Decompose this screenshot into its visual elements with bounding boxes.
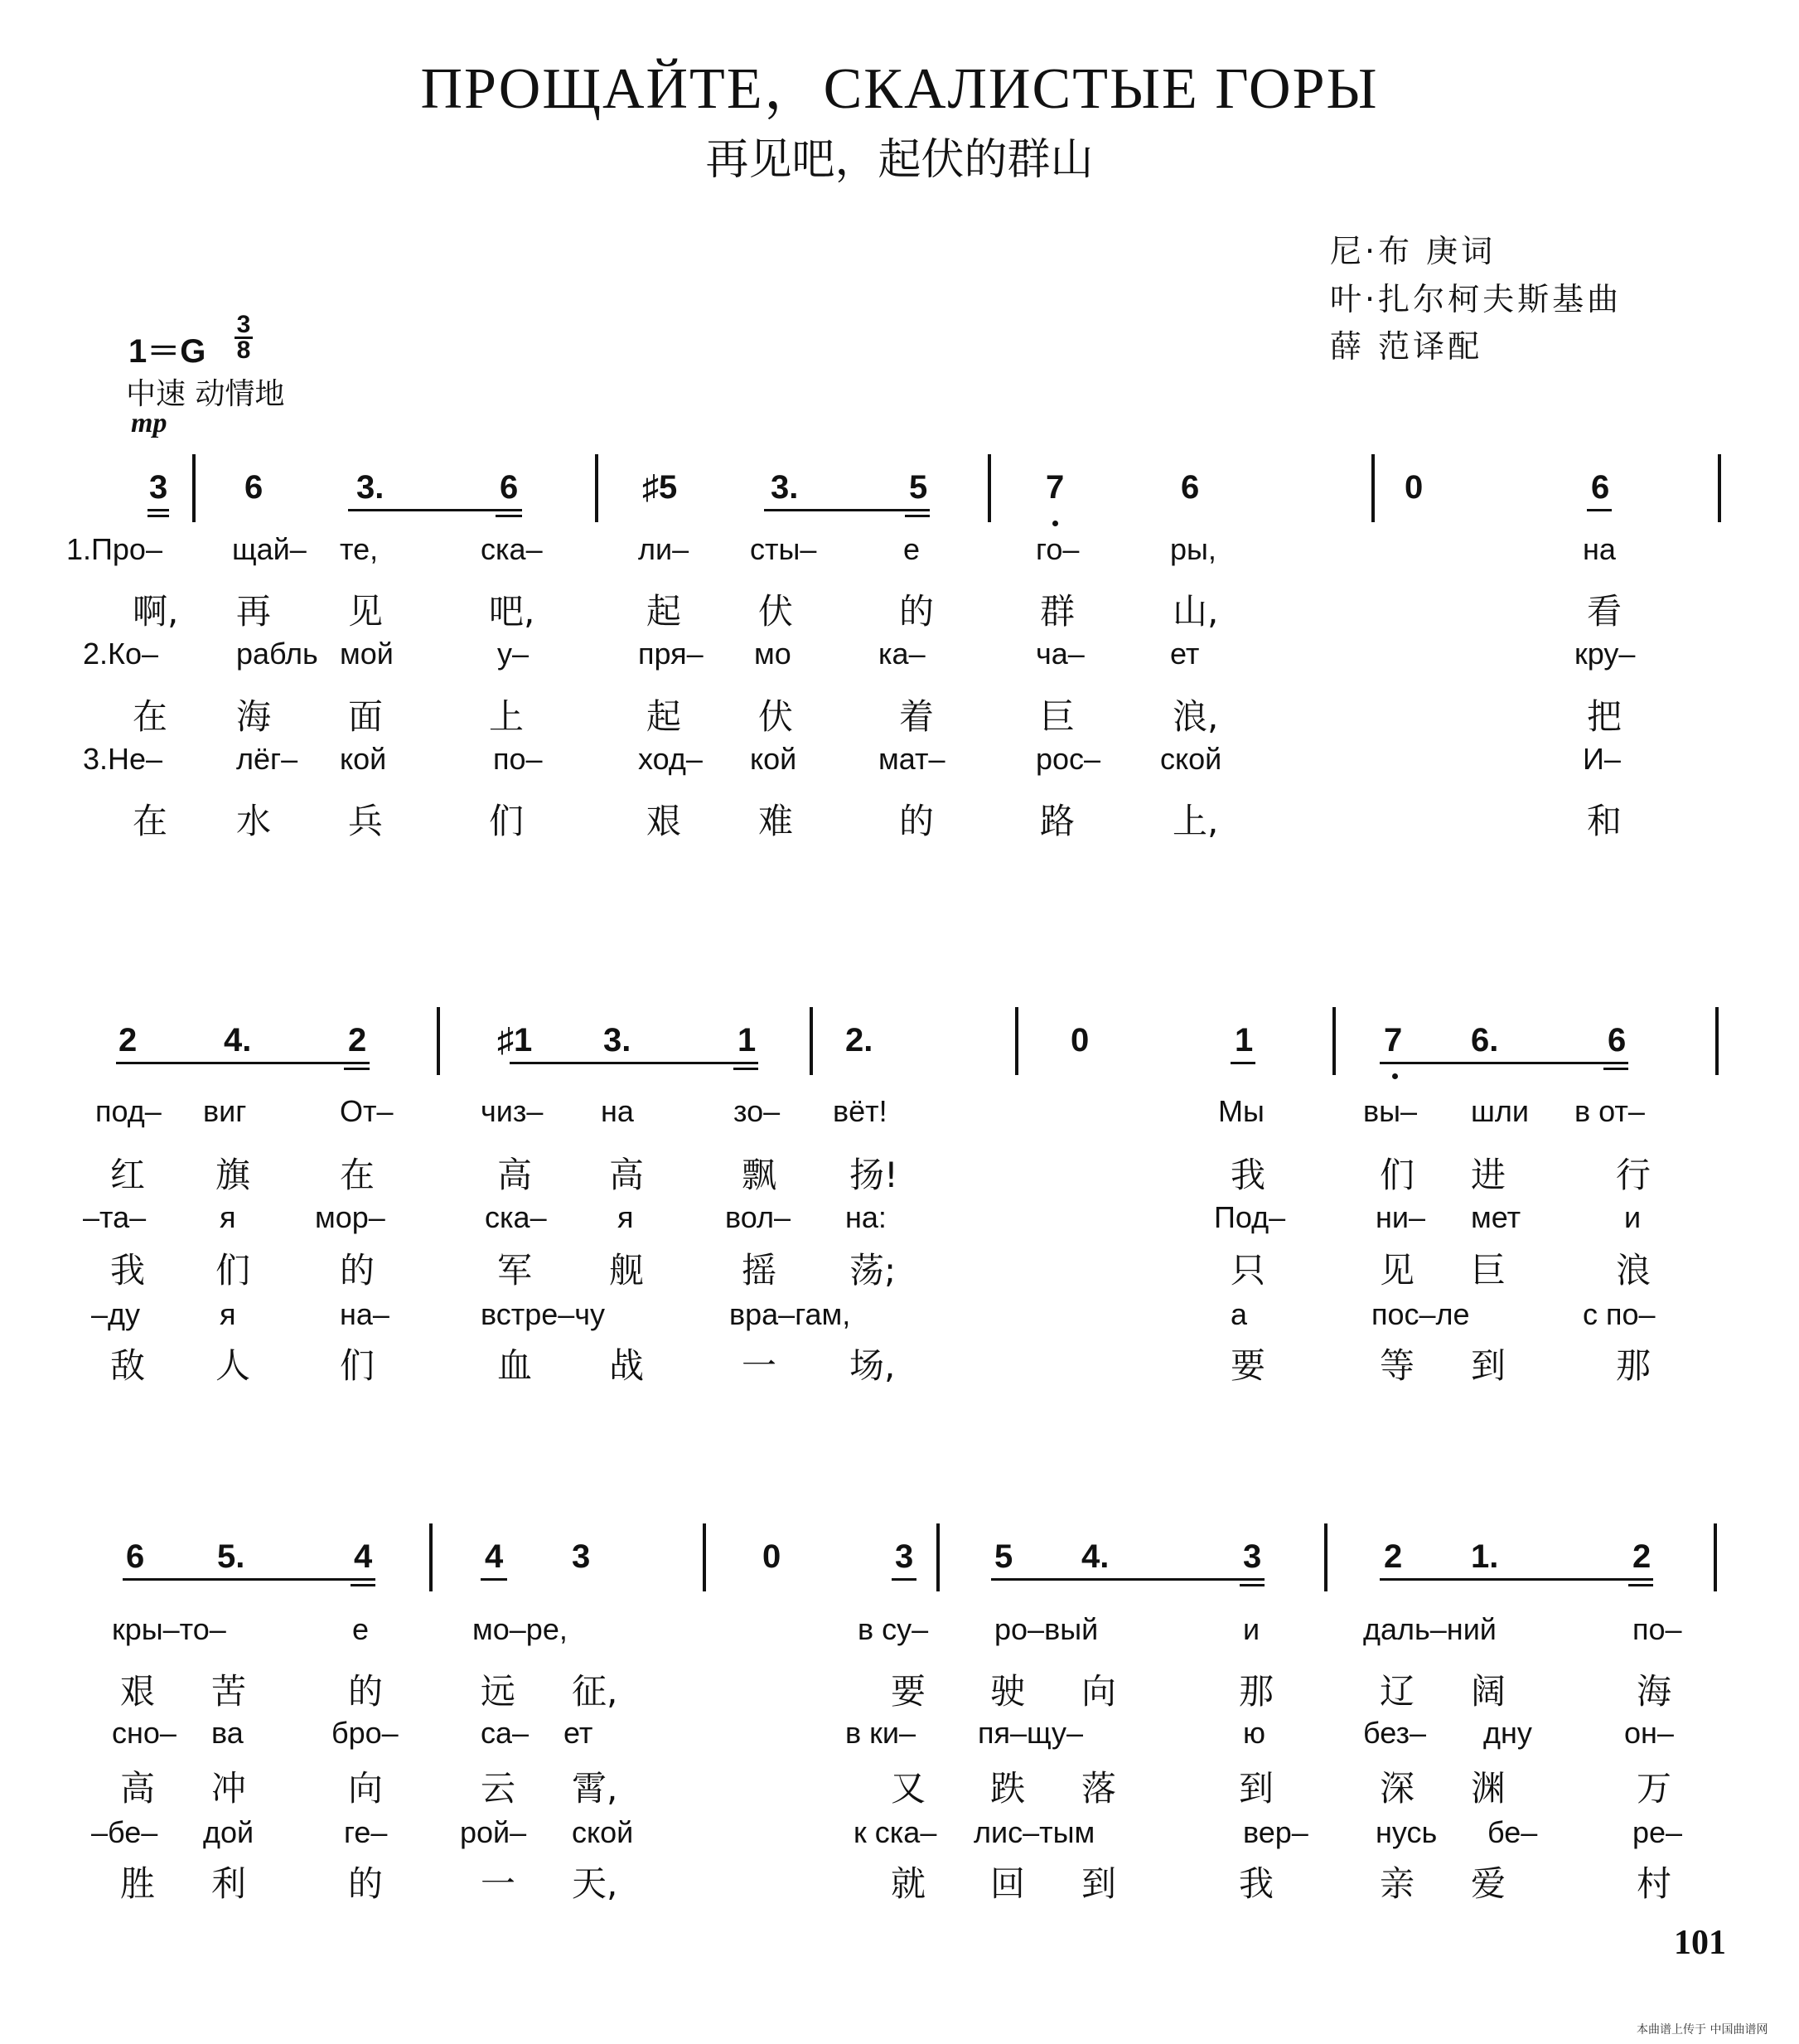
beam	[123, 1578, 375, 1581]
lyric: встре–чу	[481, 1297, 606, 1331]
song-subtitle: 再见吧，起伏的群山	[705, 135, 1094, 185]
note: 6	[1591, 469, 1610, 506]
lyric: рабль	[236, 637, 318, 671]
beam	[1628, 1584, 1653, 1586]
lyric: 红	[110, 1155, 146, 1195]
lyric-line-verse1-zh	[0, 584, 1799, 632]
note: 6	[244, 469, 264, 506]
lyric: 在	[133, 696, 168, 737]
lyric: 我	[1239, 1863, 1274, 1904]
lyric: 伏	[758, 591, 794, 632]
barline	[429, 1523, 433, 1591]
lyric: 的	[340, 1250, 375, 1291]
lyric: е	[352, 1612, 370, 1646]
lyric: 见	[1380, 1250, 1415, 1291]
lyric: ча–	[1036, 637, 1085, 671]
lyric: ской	[572, 1815, 634, 1849]
lyric: 征,	[572, 1671, 618, 1712]
lyric-line-verse2-zh	[0, 690, 1799, 737]
lyric: 高	[497, 1155, 533, 1195]
lyric-line-verse3-ru	[0, 1815, 1799, 1857]
lyric: ва	[211, 1716, 244, 1750]
lyric: нусь	[1376, 1815, 1438, 1849]
lyric: 到	[1471, 1345, 1506, 1386]
lyric: 人	[215, 1345, 251, 1386]
lyric: 高	[609, 1155, 645, 1195]
beam	[1231, 1062, 1255, 1064]
lyric: дой	[203, 1815, 254, 1849]
lyric: на:	[845, 1200, 887, 1234]
lyric: 我	[110, 1250, 146, 1291]
lyric: ге–	[344, 1815, 388, 1849]
lyric: Под–	[1214, 1200, 1286, 1234]
lyric: по–	[1632, 1612, 1682, 1646]
lyric: 的	[348, 1863, 384, 1904]
lyric: вер–	[1243, 1815, 1308, 1849]
note: 4	[485, 1538, 504, 1575]
note: 0	[1405, 469, 1424, 506]
note: 4.	[224, 1022, 252, 1058]
lyric: 们	[489, 801, 525, 841]
lyric: ет	[1170, 637, 1200, 671]
lyric: вра–гам,	[729, 1297, 851, 1331]
lyric: 起	[646, 591, 682, 632]
lower-octave-dot	[1052, 521, 1058, 526]
lyric: 向	[348, 1768, 384, 1809]
lyric: 落	[1081, 1768, 1117, 1809]
lyric: 路	[1040, 801, 1076, 841]
note: 3	[149, 469, 168, 506]
lyric: 艰	[646, 801, 682, 841]
lyric: 阔	[1471, 1671, 1506, 1712]
lyric: 渊	[1471, 1768, 1506, 1809]
lyric: на	[1583, 532, 1616, 566]
beam	[1240, 1584, 1265, 1586]
lyric: го–	[1036, 532, 1080, 566]
lyric: 山,	[1173, 591, 1219, 632]
lyric: в су–	[858, 1612, 929, 1646]
barline	[1332, 1007, 1336, 1075]
lyric: мо–ре,	[472, 1612, 568, 1646]
lyric: 见	[348, 591, 384, 632]
lyric: 进	[1471, 1155, 1506, 1195]
beam	[905, 515, 930, 517]
lyric: ры,	[1170, 532, 1216, 566]
lyric-line-verse1-zh	[0, 1664, 1799, 1712]
note: 4	[354, 1538, 373, 1575]
lyric: 天,	[572, 1863, 618, 1904]
lyric: 巨	[1040, 696, 1076, 737]
beam	[1380, 1578, 1653, 1581]
barline	[936, 1523, 940, 1591]
lyric-line-verse2-ru	[0, 1716, 1799, 1757]
credit-translator: 薛 范译配	[1330, 328, 1483, 365]
lyric: 到	[1081, 1863, 1117, 1904]
lyric: 的	[899, 801, 935, 841]
lyric: 跌	[990, 1768, 1026, 1809]
lyric: 回	[990, 1863, 1026, 1904]
lyric: са–	[481, 1716, 530, 1750]
lyric: 荡;	[849, 1250, 897, 1291]
lyric: 舰	[609, 1250, 645, 1291]
lyric: чиз–	[481, 1094, 544, 1128]
lyric: ре–	[1632, 1815, 1683, 1849]
lyric: у–	[497, 637, 530, 671]
beam	[116, 1062, 370, 1064]
lower-octave-dot	[1392, 1073, 1398, 1079]
lyric: 要	[1231, 1345, 1266, 1386]
lyric-line-verse3-zh	[0, 794, 1799, 841]
lyric: я	[220, 1297, 236, 1331]
lyric: 就	[891, 1863, 926, 1904]
lyric: 霄,	[572, 1768, 618, 1809]
lyric: 吧,	[489, 591, 535, 632]
lyric: 巨	[1471, 1250, 1506, 1291]
barline	[1371, 454, 1375, 522]
note: ♯5	[642, 469, 678, 506]
beam	[510, 1062, 758, 1064]
lyric: пя–щу–	[978, 1716, 1084, 1750]
lyric: 在	[340, 1155, 375, 1195]
lyric: в ки–	[845, 1716, 916, 1750]
lyric: 驶	[990, 1671, 1026, 1712]
lyric: 摇	[742, 1250, 777, 1291]
note: 6	[1181, 469, 1200, 506]
beam	[733, 1068, 758, 1070]
beam	[764, 509, 930, 511]
lyric: ска–	[485, 1200, 547, 1234]
barline	[192, 454, 196, 522]
lyric-line-verse2-zh	[0, 1243, 1799, 1291]
note: 3.	[356, 469, 384, 506]
lyric: 们	[340, 1345, 375, 1386]
lyric: 行	[1616, 1155, 1652, 1195]
beam	[147, 515, 169, 517]
lyric-line-verse1-ru	[0, 532, 1799, 574]
lyric: на	[601, 1094, 634, 1128]
page-number: 101	[1674, 1924, 1726, 1962]
lyric: рой–	[460, 1815, 527, 1849]
lyric: 啊,	[133, 591, 179, 632]
lyric: 起	[646, 696, 682, 737]
lyric: 的	[348, 1671, 384, 1712]
note: 0	[762, 1538, 781, 1575]
lyric: 面	[348, 696, 384, 737]
note: 2	[1384, 1538, 1403, 1575]
lyric: он–	[1624, 1716, 1674, 1750]
lyric: 扬!	[849, 1155, 898, 1195]
lyric: я	[220, 1200, 236, 1234]
lyric: –та–	[83, 1200, 147, 1234]
lyric: 们	[215, 1250, 251, 1291]
lyric: 一	[742, 1345, 777, 1386]
lyric: на–	[340, 1297, 389, 1331]
lyric-line-verse2-zh	[0, 1761, 1799, 1809]
barline	[810, 1007, 813, 1075]
tempo-marking: 中速 动情地	[126, 377, 285, 411]
note: 2.	[845, 1022, 873, 1058]
lyric: 难	[758, 801, 794, 841]
lyric: сты–	[750, 532, 817, 566]
note: 6	[500, 469, 519, 506]
beam	[892, 1578, 916, 1581]
note: 1.	[1471, 1538, 1499, 1575]
note: ♯1	[497, 1022, 533, 1058]
lyric: пос–ле	[1371, 1297, 1470, 1331]
barline	[1324, 1523, 1327, 1591]
lyric: мор–	[315, 1200, 385, 1234]
barline	[595, 454, 598, 522]
lyric: рос–	[1036, 742, 1101, 776]
lyric: 1.Про–	[66, 532, 162, 566]
lyric: 辽	[1380, 1671, 1415, 1712]
time-signature-bottom: 8	[236, 337, 251, 364]
note: 6.	[1471, 1022, 1499, 1058]
lyric: 浪,	[1173, 696, 1219, 737]
lyric: 村	[1637, 1863, 1672, 1904]
lyric: вы–	[1363, 1094, 1418, 1128]
lyric: 等	[1380, 1345, 1415, 1386]
lyric: мет	[1471, 1200, 1521, 1234]
beam	[481, 1578, 507, 1581]
note: 2	[118, 1022, 138, 1058]
lyric: 上	[489, 696, 525, 737]
lyric: мо	[754, 637, 791, 671]
lyric: мой	[340, 637, 394, 671]
lyric: 兵	[348, 801, 384, 841]
note: 2	[348, 1022, 367, 1058]
barline	[1715, 1007, 1719, 1075]
lyric: 高	[120, 1768, 156, 1809]
lyric: 苦	[211, 1671, 247, 1712]
upload-footer: 本曲谱上传于 中国曲谱网	[1637, 2023, 1768, 2037]
lyric: 浪	[1616, 1250, 1652, 1291]
lyric: От–	[340, 1094, 394, 1128]
lyric: зо–	[733, 1094, 781, 1128]
lyric: 远	[481, 1671, 516, 1712]
lyric: 群	[1040, 591, 1076, 632]
lyric: 我	[1231, 1155, 1266, 1195]
lyric: 要	[891, 1671, 926, 1712]
lyric: лёг–	[236, 742, 298, 776]
lyric: 再	[236, 591, 272, 632]
barline	[1015, 1007, 1018, 1075]
note: 4.	[1081, 1538, 1110, 1575]
note: 5.	[217, 1538, 245, 1575]
lyric: лис–тым	[974, 1815, 1095, 1849]
lyric: 只	[1231, 1250, 1266, 1291]
barline	[1714, 1523, 1717, 1591]
lyric: 亲	[1380, 1863, 1415, 1904]
beam	[496, 515, 522, 517]
time-signature	[235, 313, 253, 362]
note: 7	[1384, 1022, 1403, 1058]
staff-system-3	[0, 1523, 1799, 1615]
lyric: кой	[340, 742, 387, 776]
lyric: 军	[497, 1250, 533, 1291]
lyric: И–	[1583, 742, 1621, 776]
lyric: кой	[750, 742, 797, 776]
note: 3	[895, 1538, 914, 1575]
lyric: 又	[891, 1768, 926, 1809]
lyric: те,	[340, 532, 379, 566]
beam	[348, 509, 522, 511]
lyric: 到	[1239, 1768, 1274, 1809]
lyric: виг	[203, 1094, 247, 1128]
lyric: 海	[1637, 1671, 1672, 1712]
note: 0	[1071, 1022, 1090, 1058]
lyric: 水	[236, 801, 272, 841]
lyric: 云	[481, 1768, 516, 1809]
note: 3	[1243, 1538, 1262, 1575]
lyric: –бе–	[91, 1815, 158, 1849]
lyric: щай–	[232, 532, 307, 566]
note: 1	[1235, 1022, 1254, 1058]
barline	[437, 1007, 440, 1075]
lyric: 旗	[215, 1155, 251, 1195]
barline	[988, 454, 991, 522]
beam	[991, 1578, 1265, 1581]
lyric: сно–	[112, 1716, 177, 1750]
credit-composer: 叶·扎尔柯夫斯基曲	[1330, 281, 1622, 317]
note: 5	[994, 1538, 1013, 1575]
beam	[1380, 1062, 1628, 1064]
lyric: 战	[609, 1345, 645, 1386]
lyric-line-verse2-ru	[0, 637, 1799, 678]
lyric: шли	[1471, 1094, 1529, 1128]
dynamic-marking: mp	[131, 408, 167, 438]
lyric: 敌	[110, 1345, 146, 1386]
beam	[344, 1068, 370, 1070]
lyric: 那	[1239, 1671, 1274, 1712]
lyric: 上,	[1173, 801, 1219, 841]
lyric-line-verse3-zh	[0, 1857, 1799, 1904]
lyric: бро–	[331, 1716, 399, 1750]
barline	[1718, 454, 1721, 522]
note: 3.	[603, 1022, 631, 1058]
lyric: ли–	[638, 532, 689, 566]
lyric: 血	[497, 1345, 533, 1386]
lyric: дну	[1483, 1716, 1532, 1750]
lyric: е	[903, 532, 921, 566]
note: 7	[1046, 469, 1065, 506]
lyric: кры–то–	[112, 1612, 226, 1646]
lyric: 和	[1587, 801, 1622, 841]
lyric: 冲	[211, 1768, 247, 1809]
lyric: ка–	[878, 637, 926, 671]
lyric: 海	[236, 696, 272, 737]
song-title: ПРОЩАЙТЕ，СКАЛИСТЫЕ ГОРЫ	[420, 57, 1379, 121]
lyric: ска–	[481, 532, 543, 566]
lyric: 飘	[742, 1155, 777, 1195]
lyric: Мы	[1218, 1094, 1265, 1128]
lyric: без–	[1363, 1716, 1426, 1750]
lyric-line-verse1-ru	[0, 1612, 1799, 1654]
lyric: по–	[493, 742, 543, 776]
lyric: даль–ний	[1363, 1612, 1497, 1646]
lyric: 们	[1380, 1155, 1415, 1195]
lyric: кру–	[1574, 637, 1636, 671]
lyric: ю	[1243, 1716, 1265, 1750]
note: 3.	[771, 469, 799, 506]
note: 3	[572, 1538, 591, 1575]
lyric: 一	[481, 1863, 516, 1904]
lyric: бе–	[1487, 1815, 1538, 1849]
lyric: 把	[1587, 696, 1622, 737]
lyric: ской	[1160, 742, 1222, 776]
lyric: в от–	[1574, 1094, 1645, 1128]
beam	[351, 1584, 375, 1586]
beam	[147, 509, 169, 511]
lyric: 向	[1081, 1671, 1117, 1712]
lyric: ни–	[1376, 1200, 1426, 1234]
lyric: 艰	[120, 1671, 156, 1712]
lyric: вёт!	[833, 1094, 887, 1128]
lyric-line-verse1-ru	[0, 1094, 1799, 1136]
beam	[1587, 509, 1612, 511]
lyric: 在	[133, 801, 168, 841]
lyric: 伏	[758, 696, 794, 737]
lyric: а	[1231, 1297, 1248, 1331]
lyric: ход–	[638, 742, 703, 776]
lyric: к ска–	[854, 1815, 937, 1849]
lyric-line-verse1-zh	[0, 1148, 1799, 1195]
lyric: 2.Ко–	[83, 637, 159, 671]
lyric: ро–вый	[994, 1612, 1099, 1646]
lyric-line-verse3-ru	[0, 1297, 1799, 1339]
key-signature: 1＝G	[128, 333, 206, 370]
lyric: пря–	[638, 637, 704, 671]
lyric: 深	[1380, 1768, 1415, 1809]
lyric: я	[617, 1200, 634, 1234]
lyric: мат–	[878, 742, 945, 776]
lyric: 那	[1616, 1345, 1652, 1386]
lyric: 利	[211, 1863, 247, 1904]
lyric: с по–	[1583, 1297, 1656, 1331]
time-signature-top: 3	[236, 311, 251, 338]
lyric: и	[1624, 1200, 1642, 1234]
lyric: 胜	[120, 1863, 156, 1904]
staff-system-2	[0, 1007, 1799, 1098]
lyric-line-verse3-zh	[0, 1339, 1799, 1386]
lyric: 场,	[849, 1345, 896, 1386]
lyric: 万	[1637, 1768, 1672, 1809]
lyric: вол–	[725, 1200, 791, 1234]
lyric: 的	[899, 591, 935, 632]
note: 5	[909, 469, 928, 506]
lyric: и	[1243, 1612, 1260, 1646]
note: 6	[1608, 1022, 1627, 1058]
credit-lyricist: 尼·布 庚词	[1330, 233, 1497, 269]
lyric: ет	[563, 1716, 593, 1750]
note: 1	[737, 1022, 757, 1058]
lyric: 爱	[1471, 1863, 1506, 1904]
lyric-line-verse2-ru	[0, 1200, 1799, 1242]
lyric: 看	[1587, 591, 1622, 632]
lyric: –ду	[91, 1297, 141, 1331]
lyric: под–	[95, 1094, 162, 1128]
lyric-line-verse3-ru	[0, 742, 1799, 783]
lyric: 3.Не–	[83, 742, 163, 776]
lyric: 着	[899, 696, 935, 737]
barline	[703, 1523, 706, 1591]
note: 2	[1632, 1538, 1652, 1575]
beam	[1603, 1068, 1628, 1070]
note: 6	[126, 1538, 145, 1575]
